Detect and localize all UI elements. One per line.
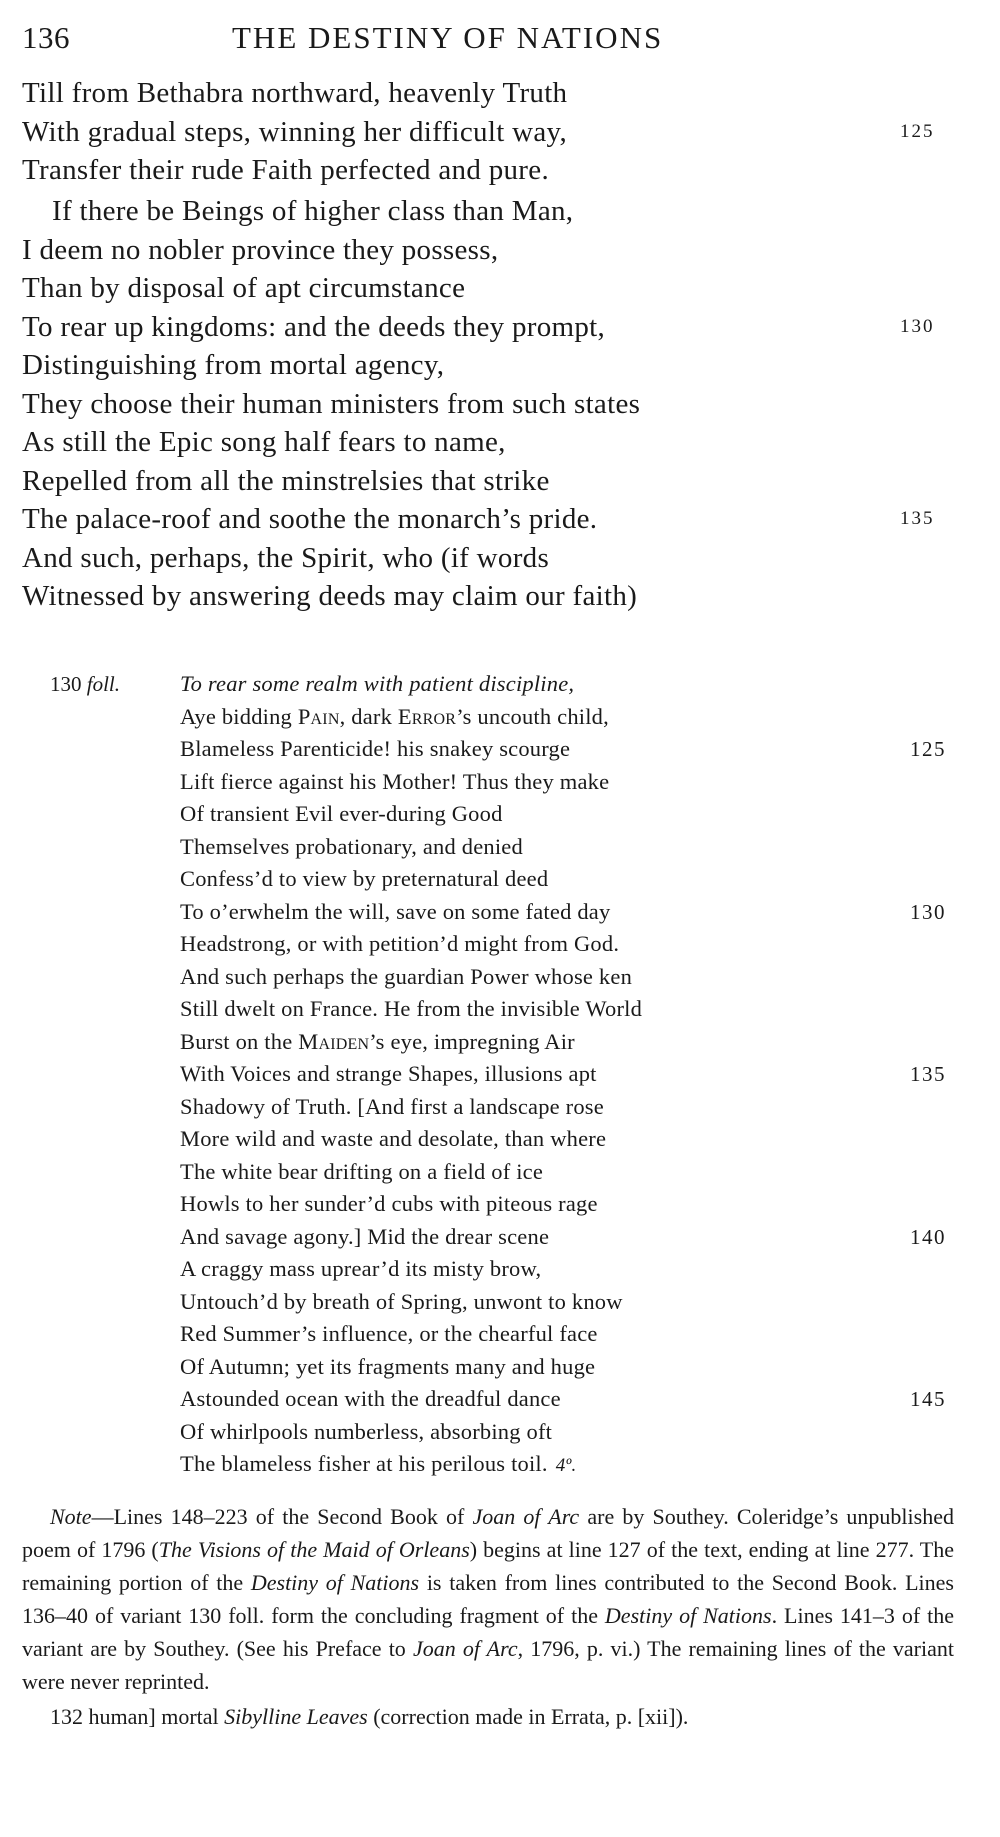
editorial-note (22, 1500, 954, 1733)
variant-line: Themselves probationary, and denied (180, 833, 523, 859)
variant-label: 130 foll. (50, 672, 121, 696)
variant-line: Untouch’d by breath of Spring, unwont to know (180, 1288, 623, 1314)
verse-line: Witnessed by answering deeds may claim our faith) (22, 580, 638, 612)
variant-line: Red Summer’s influence, or the chearful face (180, 1321, 598, 1346)
variant-line: Headstrong, or with petition’d might from God. (180, 931, 620, 956)
line-number: 135 (910, 1062, 946, 1086)
variant-line: A craggy mass uprear’d its misty brow, (180, 1256, 542, 1281)
variant-line: To rear some realm with patient discipline, (180, 671, 575, 696)
stanza-2 (22, 192, 962, 616)
variant-line: Aye bidding Pain, dark Error’s uncouth child, (180, 703, 609, 729)
variant-line: And such perhaps the guardian Power whose ken (180, 963, 633, 989)
running-title: THE DESTINY OF NATIONS (232, 20, 664, 55)
variant-line: The white bear drifting on a field of ice (180, 1158, 544, 1184)
variant-line: Of whirlpools numberless, absorbing oft (180, 1418, 553, 1444)
line-number: 135 (900, 508, 935, 529)
verse-line: And such, perhaps, the Spirit, who (if words (22, 541, 550, 574)
variant-line: Shadowy of Truth. [And first a landscape rose (180, 1093, 604, 1119)
line-number: 130 (910, 899, 946, 924)
variant-line: Blameless Parenticide! his snakey scourge 125 (50, 733, 960, 766)
page-header (22, 18, 952, 62)
verse-line: Repelled from all the minstrelsies that strike (22, 464, 550, 497)
verse-line: They choose their human ministers from such states (22, 387, 641, 420)
stanza-1 (22, 74, 962, 190)
line-number: 140 (910, 1224, 946, 1249)
verse-line: To rear up kingdoms: and the deeds they prompt, 130 (22, 308, 962, 347)
verse-line: Distinguishing from mortal agency, (22, 349, 445, 381)
verse-line: Transfer their rude Faith perfected and pure. (22, 154, 549, 186)
variant-line: Burst on the Maiden’s eye, impregning Air (180, 1028, 575, 1054)
verse-line: If there be Beings of higher class than Man, (52, 195, 574, 227)
edition-sigla: 4º. (555, 1455, 577, 1476)
variant-line: And savage agony.] Mid the drear scene 140 (50, 1221, 960, 1254)
variant-line: Of transient Evil ever-during Good (180, 801, 503, 826)
line-number: 125 (910, 737, 946, 761)
verse-line: With gradual steps, winning her difficult way, 125 (22, 113, 962, 152)
variant-line: Astounded ocean with the dreadful dance 145 (50, 1383, 960, 1416)
variant-line: To o’erwhelm the will, save on some fated day 130 (50, 896, 960, 929)
note-paragraph: Note—Lines 148–223 of the Second Book of Joan of Arc are by Southey. Coleridge’s unpublished poem of 1796 (The Visions of the Maid of Orleans) begins at line 127 of the text, ending at line 277. The remaining portion of the Destiny of Nations is taken from lines contributed to the Second Book. Lines 136–40 of variant 130 foll. form the concluding fragment of the Destiny of Nations. Lines 141–3 of the variant are by Southey. (See his Preface to Joan of Arc, 1796, p. vi.) The remaining lines of the variant were never reprinted. (22, 1504, 954, 1694)
page-number: 136 (22, 20, 70, 55)
line-number: 130 (900, 315, 935, 337)
variant-line: Still dwelt on France. He from the invisible World (180, 996, 643, 1021)
verse-line: As still the Epic song half fears to name, (22, 426, 506, 458)
correction-note: 132 human] mortal Sibylline Leaves (correction made in Errata, p. [xii]). (50, 1704, 689, 1729)
variant-line: Howls to her sunder’d cubs with piteous rage (180, 1191, 598, 1216)
variant-line: Confess’d to view by preternatural deed (180, 866, 549, 891)
variant-reading (50, 668, 960, 1481)
verse-line: Till from Bethabra northward, heavenly Truth (22, 77, 568, 109)
verse-line: Than by disposal of apt circumstance (22, 272, 466, 304)
variant-line: More wild and waste and desolate, than where (180, 1126, 607, 1151)
verse-line: The palace-roof and soothe the monarch’s pride. 135 (22, 500, 962, 539)
variant-line: Of Autumn; yet its fragments many and huge (180, 1353, 596, 1379)
variant-line: Lift fierce against his Mother! Thus they make (180, 768, 610, 794)
variant-line: The blameless fisher at his perilous toil. 4º. (180, 1451, 577, 1476)
line-number: 125 (900, 120, 935, 142)
variant-line: With Voices and strange Shapes, illusions apt 135 (50, 1058, 960, 1091)
line-number: 145 (910, 1387, 946, 1411)
verse-line: I deem no nobler province they possess, (22, 233, 499, 266)
